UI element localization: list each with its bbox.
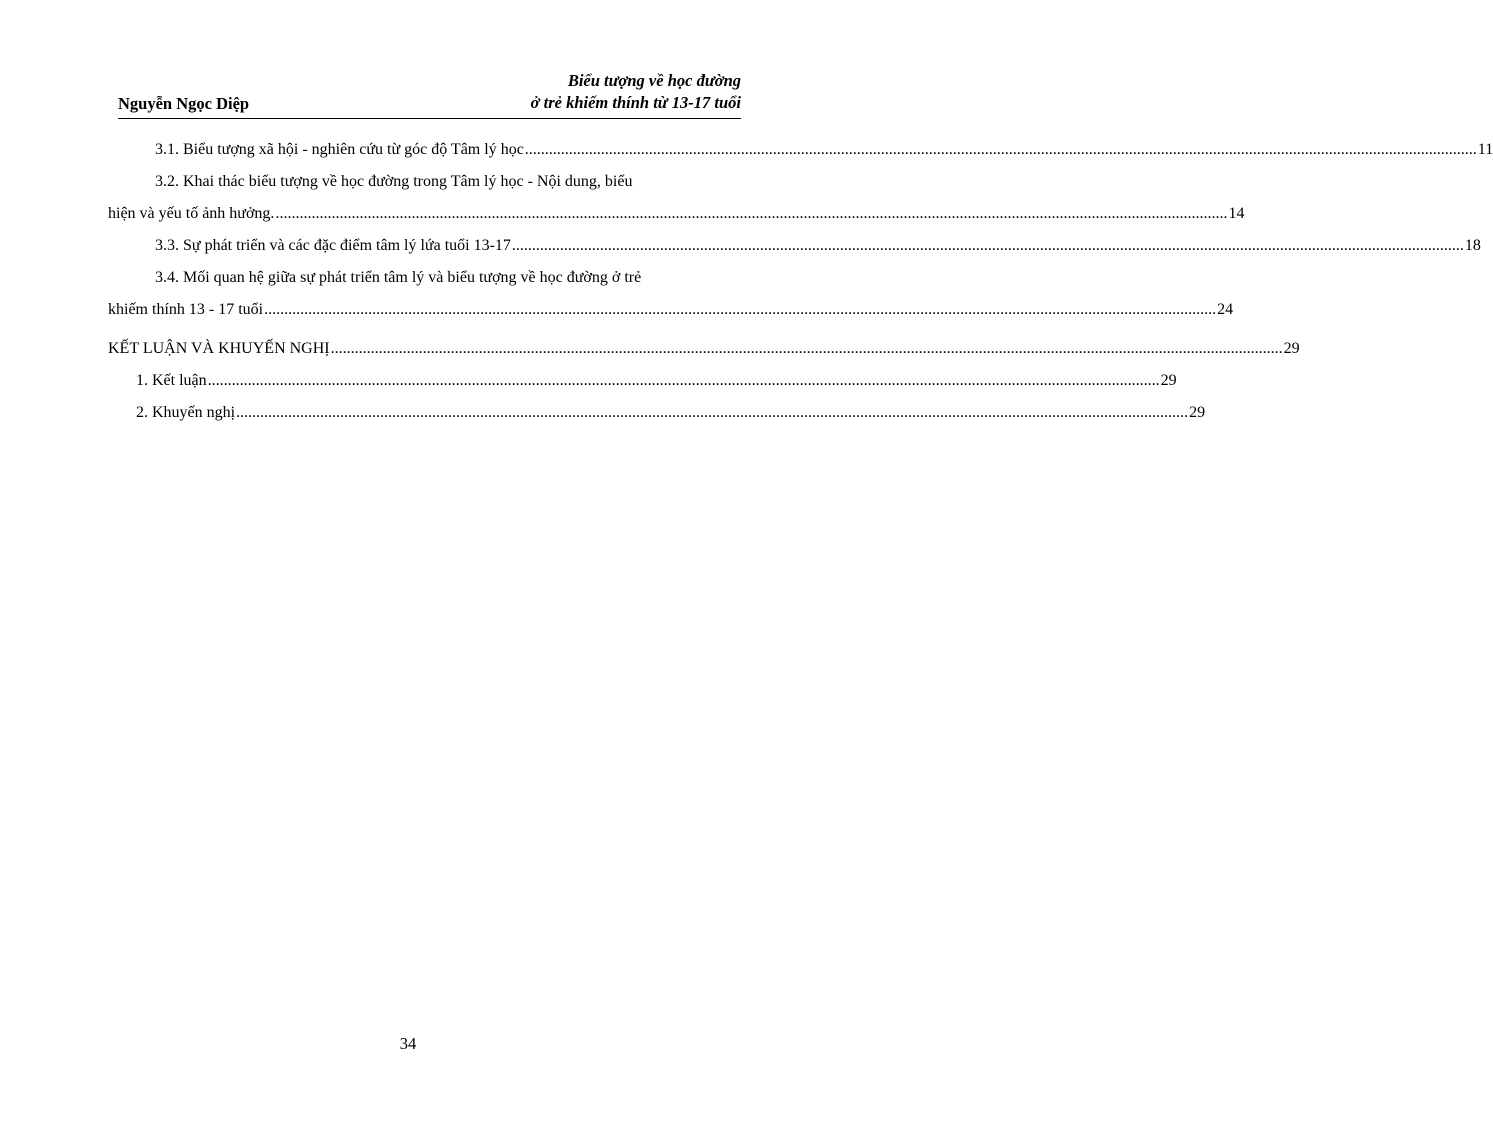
toc-page-number: 18 [1464,237,1481,254]
table-of-contents [108,134,1493,429]
toc-entry-text: 3.2. Khai thác biểu tượng về học đường trong Tâm lý học - Nội dung, biểu [155,173,633,190]
toc-page-number: 11 [1477,141,1493,158]
toc-entry-text: 1. Kết luận [136,372,207,389]
toc-page-number: 24 [1217,301,1234,318]
toc-entry[interactable] [108,134,1493,166]
toc-page-number: 29 [1189,404,1206,421]
toc-entry-text-continued: khiếm thính 13 - 17 tuổi [108,301,264,318]
toc-leader: .............................................................................................................................................................................................................................................. [207,372,1160,389]
toc-leader: .............................................................................................................................................................................................................................................. [264,301,1217,318]
toc-entry-text: 3.1. Biểu tượng xã hội - nghiên cứu từ góc độ Tâm lý học [155,141,524,158]
document-title-line-1: Biểu tượng về học đường [567,71,741,90]
toc-entry-text: 3.3. Sự phát triển và các đặc điểm tâm lý lứa tuổi 13-17 [155,237,511,254]
toc-entry-text-continued: hiện và yếu tố ảnh hưởng. [108,205,275,222]
toc-entry[interactable] [108,262,1234,326]
toc-entry[interactable] [108,333,1300,365]
toc-leader: .............................................................................................................................................................................................................................................. [524,141,1477,158]
toc-page-number: 14 [1228,205,1245,222]
toc-entry[interactable] [108,397,1206,429]
toc-entry[interactable] [108,166,1245,230]
page-number: 34 [399,1034,417,1053]
toc-entry[interactable] [108,365,1177,397]
toc-leader: .............................................................................................................................................................................................................................................. [511,237,1464,254]
toc-entry-text: KẾT LUẬN VÀ KHUYẾN NGHỊ [108,340,330,357]
toc-leader: .............................................................................................................................................................................................................................................. [236,404,1189,421]
toc-leader: .............................................................................................................................................................................................................................................. [275,205,1228,222]
toc-page-number: 29 [1283,340,1300,357]
author-name: Nguyễn Ngọc Diệp [118,94,250,113]
toc-entry-text: 2. Khuyến nghị [136,404,236,421]
toc-leader: .............................................................................................................................................................................................................................................. [330,340,1283,357]
toc-page-number: 29 [1160,372,1177,389]
toc-entry-text: 3.4. Mối quan hệ giữa sự phát triển tâm lý và biểu tượng về học đường ở trẻ [155,269,642,286]
document-title [531,70,741,114]
page-header [118,68,741,119]
toc-entry[interactable] [108,230,1481,262]
document-title-line-2: ở trẻ khiếm thính từ 13-17 tuổi [530,93,741,112]
